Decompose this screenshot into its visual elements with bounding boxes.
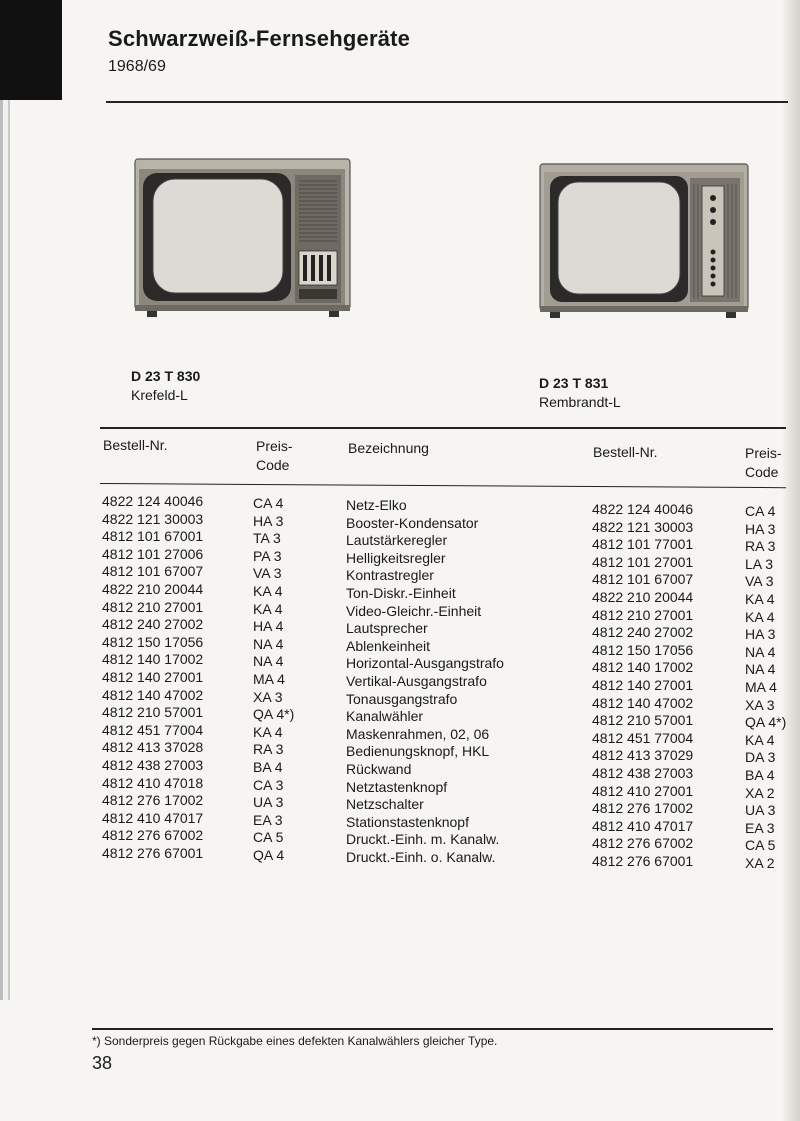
model-name: Krefeld-L [131, 387, 188, 403]
price-code-cell: VA 3 [745, 573, 774, 590]
description-cell: Bedienungsknopf, HKL [346, 743, 490, 760]
order-number-cell: 4812 101 27001 [592, 553, 694, 570]
price-code-cell: MA 4 [253, 670, 285, 687]
price-code-cell: XA 3 [253, 688, 283, 705]
order-number-cell: 4812 438 27003 [102, 756, 204, 773]
price-code-cell: CA 3 [253, 776, 284, 793]
description-cell: Kontrastregler [346, 567, 434, 584]
model-name: Rembrandt-L [539, 394, 621, 410]
order-number-cell: 4812 410 47017 [592, 817, 694, 834]
price-code-cell: KA 4 [745, 590, 775, 607]
title-rule [106, 101, 788, 103]
order-number-cell: 4812 101 67001 [102, 528, 204, 545]
price-code-cell: EA 3 [745, 819, 775, 836]
order-number-cell: 4812 276 17002 [592, 800, 694, 817]
order-number-cell: 4812 276 67001 [102, 844, 204, 861]
price-code-cell: XA 2 [745, 854, 775, 871]
table-top-rule [100, 427, 786, 429]
price-code-cell: KA 4 [253, 723, 283, 740]
header-order-no-right: Bestell-Nr. [593, 444, 658, 460]
binding-edge [0, 0, 62, 100]
description-cell: Maskenrahmen, 02, 06 [346, 725, 490, 742]
order-number-cell: 4812 410 27001 [592, 782, 694, 799]
price-code-cell: UA 3 [253, 794, 284, 811]
description-cell: Netzschalter [346, 796, 424, 813]
price-code-cell: UA 3 [745, 802, 776, 819]
price-code-cell: MA 4 [745, 678, 777, 695]
order-number-cell: 4812 210 57001 [102, 704, 204, 721]
header-price-line1: Preis- [256, 438, 293, 454]
price-code-cell: RA 3 [745, 538, 776, 555]
price-code-cell: NA 4 [253, 635, 284, 652]
price-code-cell: KA 4 [253, 582, 283, 599]
header-price-line2: Code [745, 464, 779, 480]
page-title: Schwarzweiß-Fernsehgeräte [108, 26, 411, 51]
order-number-cell: 4812 413 37028 [102, 739, 204, 756]
order-number-cell: 4812 140 27001 [102, 668, 204, 685]
order-number-cell: 4822 124 40046 [592, 501, 694, 517]
price-code-cell: PA 3 [253, 547, 282, 564]
order-number-cell: 4812 140 47002 [592, 694, 694, 711]
description-cell: Rückwand [346, 760, 412, 777]
header-price-code-left [256, 437, 293, 475]
model-number: D 23 T 831 [539, 375, 609, 391]
price-code-cell: BA 4 [745, 766, 775, 783]
description-column [346, 497, 504, 866]
price-code-cell: QA 4*) [253, 706, 295, 723]
right-order-column [592, 501, 693, 870]
right-code-column [745, 503, 786, 872]
order-number-cell: 4822 210 20044 [592, 588, 694, 605]
price-code-cell: RA 3 [253, 741, 284, 758]
order-number-cell: 4812 150 17056 [102, 633, 204, 650]
price-code-cell: CA 4 [253, 495, 284, 511]
page-number: 38 [92, 1053, 113, 1073]
description-cell: Lautstärkeregler [346, 532, 448, 549]
description-cell: Netz-Elko [346, 497, 407, 513]
order-number-cell: 4812 140 17002 [102, 651, 204, 668]
order-number-cell: 4812 210 57001 [592, 712, 694, 729]
header-price-line1: Preis- [745, 445, 782, 461]
order-number-cell: 4822 124 40046 [102, 493, 204, 509]
description-cell: Druckt.-Einh. m. Kanalw. [346, 831, 500, 848]
order-number-cell: 4822 121 30003 [592, 518, 694, 535]
description-cell: Druckt.-Einh. o. Kanalw. [346, 848, 496, 865]
description-cell: Booster-Kondensator [346, 514, 479, 531]
order-number-cell: 4812 140 27001 [592, 676, 694, 693]
description-cell: Helligkeitsregler [346, 549, 446, 566]
description-cell: Video-Gleichr.-Einheit [346, 602, 482, 619]
footnote-rule [92, 1028, 773, 1030]
price-code-cell: HA 4 [253, 618, 284, 635]
order-number-cell: 4812 240 27002 [592, 624, 694, 641]
price-code-cell: XA 2 [745, 784, 775, 801]
price-code-cell: HA 3 [745, 520, 776, 537]
price-code-cell: QA 4 [253, 846, 285, 863]
order-number-cell: 4812 240 27002 [102, 616, 204, 633]
price-code-cell: CA 4 [745, 503, 776, 519]
header-description: Bezeichnung [348, 440, 429, 456]
footnote: *) Sonderpreis gegen Rückgabe eines defekten Kanalwählers gleicher Type. [92, 1034, 498, 1048]
description-cell: Lautsprecher [346, 620, 428, 637]
page-year: 1968/69 [108, 58, 166, 75]
order-number-cell: 4812 438 27003 [592, 764, 694, 781]
price-code-cell: NA 4 [745, 661, 776, 678]
stacked-page-edges [0, 100, 20, 1000]
left-code-column [253, 495, 294, 864]
left-order-column [102, 493, 203, 862]
order-number-cell: 4812 276 17002 [102, 792, 204, 809]
order-number-cell: 4812 101 67007 [592, 571, 694, 588]
price-code-cell: LA 3 [745, 555, 774, 572]
model-number: D 23 T 830 [131, 368, 201, 384]
price-code-cell: BA 4 [253, 758, 283, 775]
price-code-cell: KA 4 [745, 608, 775, 625]
model-label-rembrandt [539, 374, 621, 412]
price-code-cell: HA 3 [253, 512, 284, 529]
description-cell: Ablenkeinheit [346, 637, 431, 654]
price-code-cell: KA 4 [253, 600, 283, 617]
order-number-cell: 4812 140 17002 [592, 659, 694, 676]
description-cell: Stationstastenknopf [346, 813, 469, 830]
description-cell: Vertikal-Ausgangstrafo [346, 672, 487, 689]
order-number-cell: 4812 410 47018 [102, 774, 204, 791]
order-number-cell: 4812 410 47017 [102, 809, 204, 826]
order-number-cell: 4812 276 67001 [592, 852, 694, 869]
price-code-cell: NA 4 [745, 643, 776, 660]
tv-illustration-rembrandt [538, 160, 753, 320]
description-cell: Tonausgangstrafo [346, 690, 458, 707]
order-number-cell: 4812 210 27001 [102, 598, 204, 615]
order-number-cell: 4822 121 30003 [102, 510, 204, 527]
price-code-cell: TA 3 [253, 530, 281, 547]
model-label-krefeld [131, 367, 200, 405]
price-code-cell: CA 5 [745, 837, 776, 854]
price-code-cell: DA 3 [745, 749, 776, 766]
order-number-cell: 4812 413 37029 [592, 747, 694, 764]
price-code-cell: VA 3 [253, 565, 282, 582]
tv-illustration-krefeld [133, 155, 353, 323]
price-code-cell: EA 3 [253, 811, 283, 828]
description-cell: Netztastenknopf [346, 778, 448, 795]
table-header-rule [100, 483, 786, 488]
price-code-cell: KA 4 [745, 731, 775, 748]
description-cell: Ton-Diskr.-Einheit [346, 584, 456, 601]
description-cell: Horizontal-Ausgangstrafo [346, 655, 504, 672]
price-code-cell: NA 4 [253, 653, 284, 670]
order-number-cell: 4812 276 67002 [592, 835, 694, 852]
header-price-code-right [745, 444, 782, 482]
order-number-cell: 4812 101 67007 [102, 563, 204, 580]
order-number-cell: 4812 140 47002 [102, 686, 204, 703]
order-number-cell: 4812 150 17056 [592, 641, 694, 658]
order-number-cell: 4812 210 27001 [592, 606, 694, 623]
description-cell: Kanalwähler [346, 708, 424, 725]
order-number-cell: 4812 451 77004 [592, 729, 694, 746]
header-order-no-left: Bestell-Nr. [103, 437, 168, 453]
order-number-cell: 4812 451 77004 [102, 721, 204, 738]
price-code-cell: HA 3 [745, 626, 776, 643]
price-code-cell: CA 5 [253, 829, 284, 846]
price-code-cell: QA 4*) [745, 714, 787, 731]
order-number-cell: 4812 101 27006 [102, 545, 204, 562]
header-price-line2: Code [256, 457, 290, 473]
order-number-cell: 4812 276 67002 [102, 827, 204, 844]
price-code-cell: XA 3 [745, 696, 775, 713]
order-number-cell: 4822 210 20044 [102, 580, 204, 597]
order-number-cell: 4812 101 77001 [592, 536, 694, 553]
